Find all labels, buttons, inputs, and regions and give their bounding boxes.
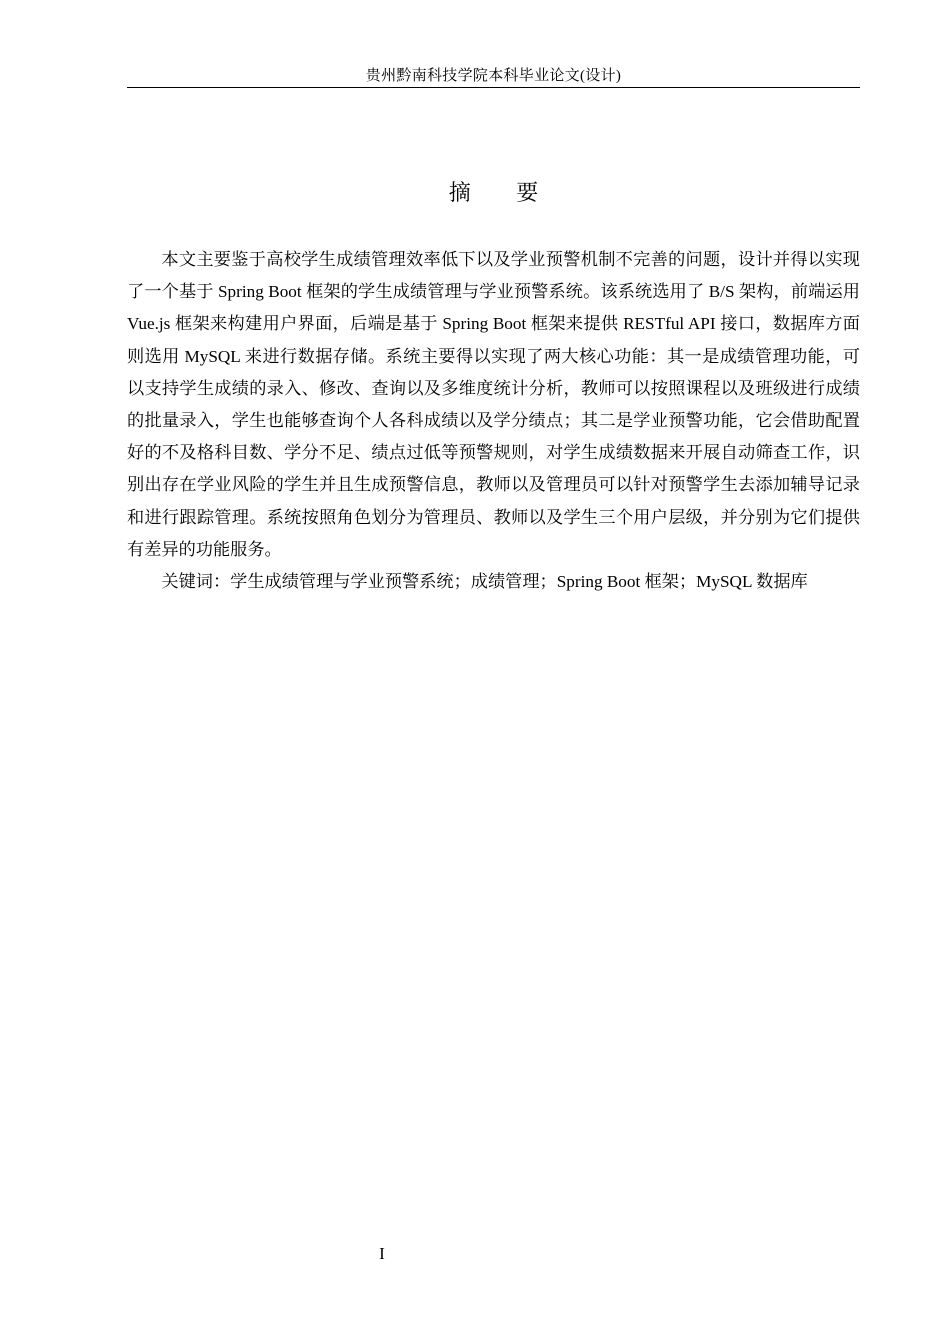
running-header: 贵州黔南科技学院本科毕业论文(设计) <box>365 68 622 84</box>
abstract-body <box>127 244 860 598</box>
page-number: I <box>379 1244 385 1263</box>
abstract-paragraph: 本文主要鉴于高校学生成绩管理效率低下以及学业预警机制不完善的问题，设计并得以实现了一个基于 Spring Boot 框架的学生成绩管理与学业预警系统。该系统选用了 B/S 架构，前端运用 Vue.js 框架来构建用户界面，后端是基于 Spring Boot 框架来提供 RESTful API 接口，数据库方面则选用 MySQL 来进行数据存储。系统主要得以实现了两大核心功能：其一是成绩管理功能，可以支持学生成绩的录入、修改、查询以及多维度统计分析，教师可以按照课程以及班级进行成绩的批量录入，学生也能够查询个人各科成绩以及学分绩点；其二是学业预警功能，它会借助配置好的不及格科目数、学分不足、绩点过低等预警规则，对学生成绩数据来开展自动筛查工作，识别出存在学业风险的学生并且生成预警信息，教师以及管理员可以针对预警学生去添加辅导记录和进行跟踪管理。系统按照角色划分为管理员、教师以及学生三个用户层级，并分别为它们提供有差异的功能服务。 <box>127 250 860 559</box>
header-rule <box>127 87 860 88</box>
abstract-title: 摘 要 <box>448 180 559 205</box>
keywords-paragraph: 关键词：学生成绩管理与学业预警系统；成绩管理；Spring Boot 框架；MySQL 数据库 <box>161 572 808 592</box>
